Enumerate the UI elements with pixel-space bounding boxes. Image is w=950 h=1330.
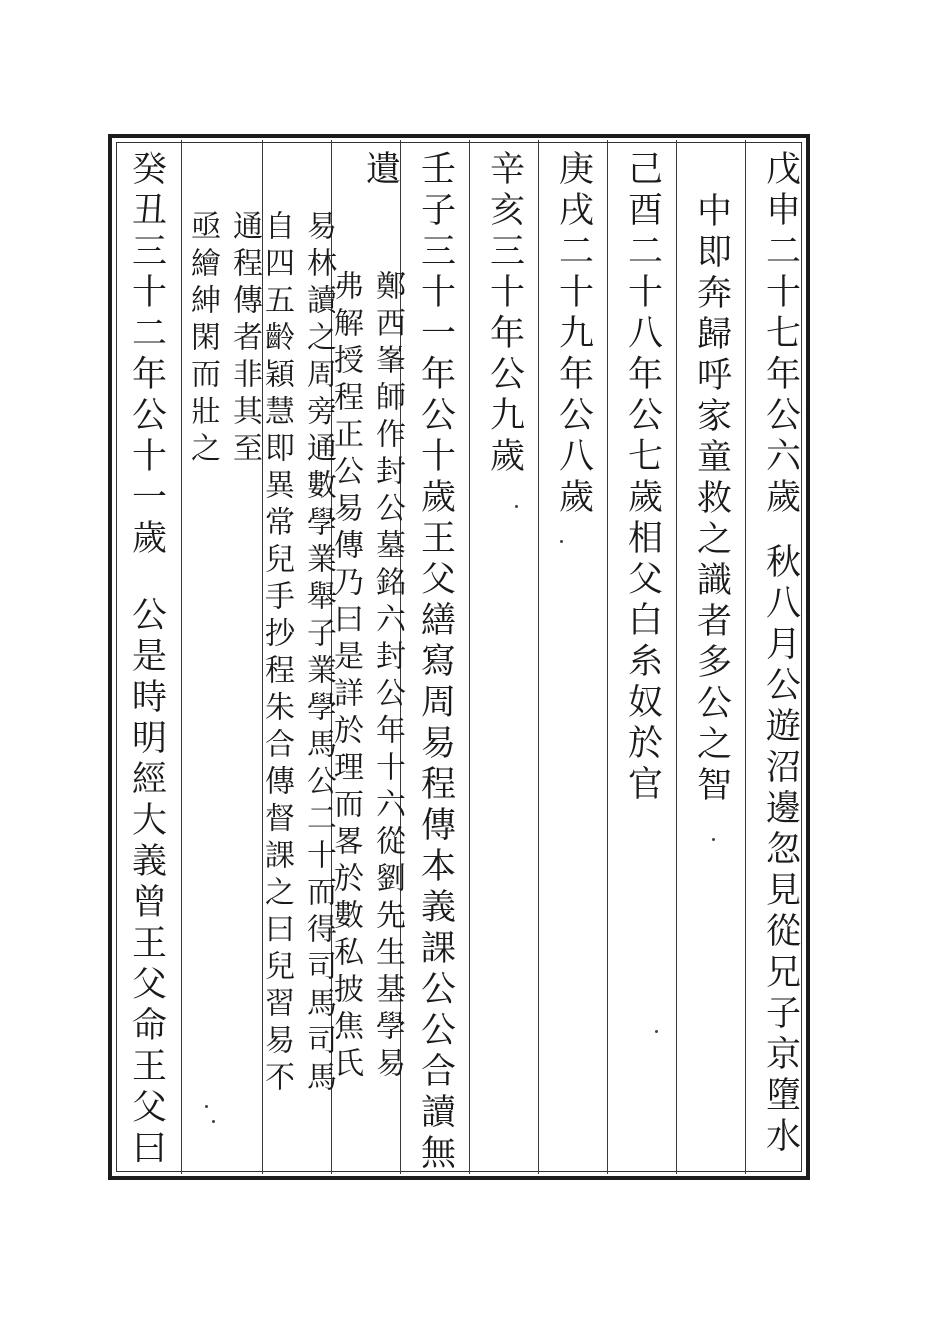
column-text: 壬子三十一年公十歲王父繕寫周易程傳本義課公公合讀無	[415, 150, 456, 1175]
scan-speck	[515, 505, 518, 508]
scan-speck	[655, 1030, 658, 1033]
column-text: 秋八月公遊沼邊忽見從兄子京墮水	[760, 543, 801, 1158]
text-column-8	[259, 210, 336, 1230]
column-text: 遺	[360, 150, 401, 191]
text-column-10	[116, 150, 176, 1170]
column-rule	[745, 140, 746, 1174]
text-column-3	[614, 150, 670, 1170]
text-column-1	[752, 150, 808, 1170]
column-text: 己酉二十八年公七歲相父白糸奴於官	[622, 150, 663, 806]
text-column-6	[407, 150, 463, 1175]
column-text: 辛亥三十年公九歲	[484, 150, 525, 478]
column-text: 癸丑三十二年公十一歲	[126, 150, 167, 560]
scan-speck	[212, 1120, 215, 1123]
text-column-5	[476, 150, 532, 1170]
annotation-text: 弗解授程正公易傳乃曰是詳於理而畧於數私披焦氏	[328, 270, 363, 1084]
column-text: 戊申二十七年公六歲	[760, 150, 801, 519]
annotation-text: 易林讀之周旁通數學業舉子業學馬公二十而得司馬司馬	[301, 210, 336, 1098]
annotation-text: 通程傳者非其至	[227, 210, 262, 469]
column-rule	[676, 140, 677, 1174]
column-text: 公是時明經大義曾王父命王父曰	[126, 596, 167, 1170]
text-column-7-notes	[328, 270, 405, 1290]
scan-speck	[205, 1105, 208, 1108]
column-rule	[181, 140, 182, 1174]
text-column-9	[185, 210, 262, 1230]
column-text: 中即奔歸呼家童救之識者多公之智	[691, 192, 732, 807]
annotation-text: 亟繪紳閑而壯之	[185, 210, 220, 469]
annotation-text: 自四五齡穎慧即異常兒手抄程朱合傳督課之曰兒習易不	[259, 210, 294, 1098]
scan-speck	[712, 838, 715, 841]
column-text: 庚戌二十九年公八歲	[553, 150, 594, 519]
text-column-2	[683, 150, 739, 1170]
column-rule	[607, 140, 608, 1174]
text-column-4	[545, 150, 601, 1170]
column-rule	[538, 140, 539, 1174]
column-rule	[469, 140, 470, 1174]
annotation-text: 鄭西峯師作封公墓銘六封公年十六從劉先生基學易	[370, 270, 405, 1084]
scan-speck	[560, 540, 563, 543]
